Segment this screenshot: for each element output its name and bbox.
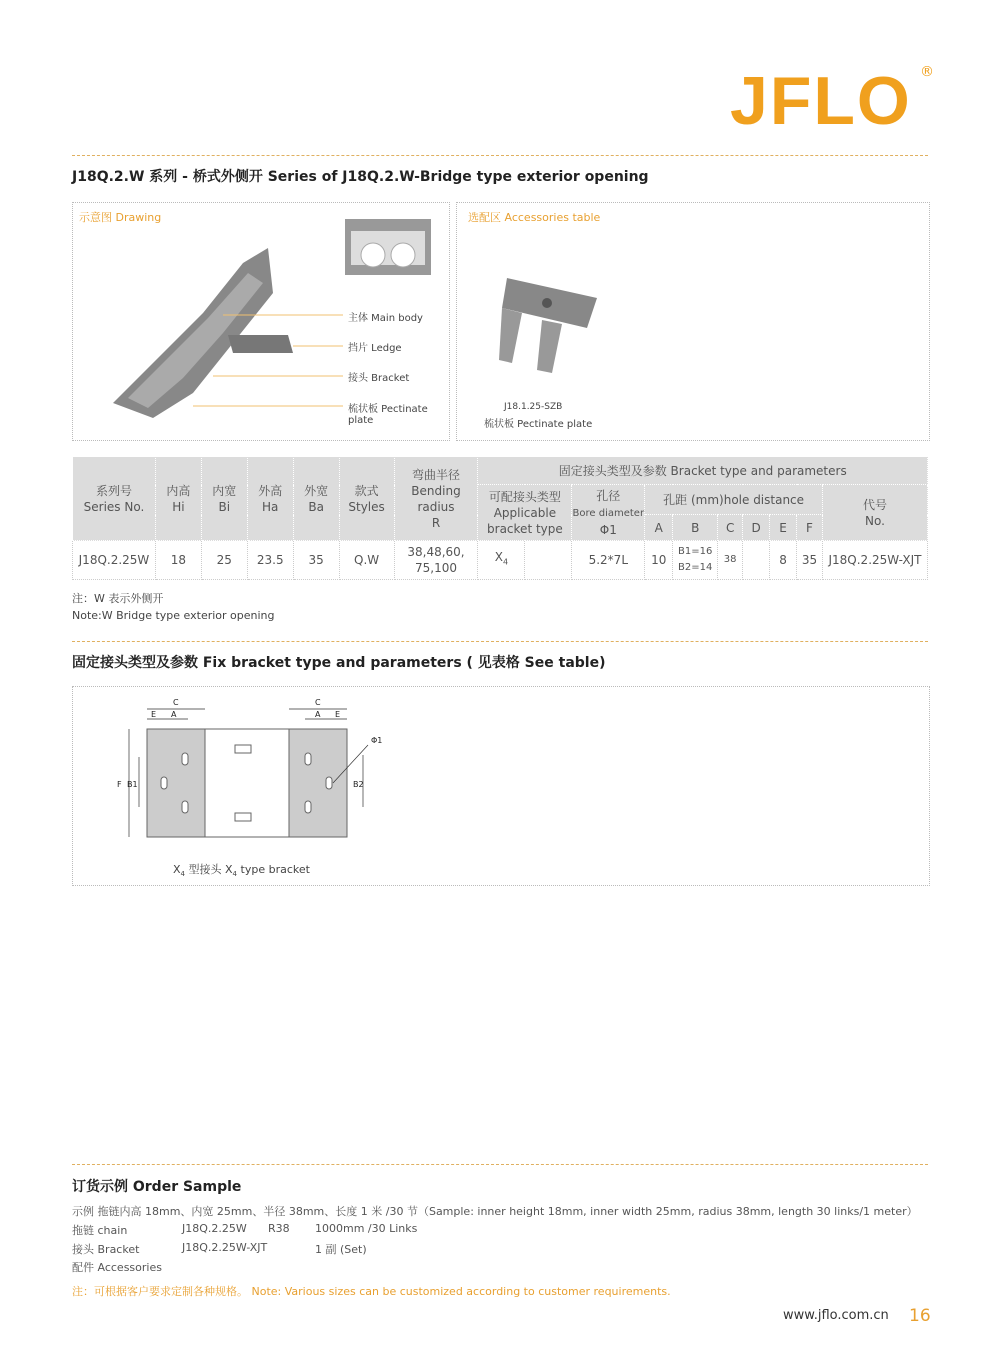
header-bi: 内宽 Bi bbox=[201, 457, 247, 541]
dim-b1: B1 bbox=[127, 780, 138, 789]
note-en: Note:W Bridge type exterior opening bbox=[72, 609, 275, 622]
note-cn: 注：W 表示外侧开 bbox=[72, 592, 164, 605]
cell-c: 38 bbox=[718, 541, 743, 580]
dim-e-right: E bbox=[335, 710, 341, 719]
header-styles: 款式 Styles bbox=[339, 457, 394, 541]
order-note: 注：可根据客户要求定制各种规格。 Note: Various sizes can be customized according to customer requirements. bbox=[72, 1285, 671, 1298]
header-bore: 孔径 Bore diameter Φ1 bbox=[572, 485, 645, 541]
registered-mark: ® bbox=[920, 64, 934, 80]
website-url: www.jflo.com.cn bbox=[783, 1308, 889, 1323]
jflo-logo: JFLO bbox=[730, 63, 912, 139]
dim-phi1: Φ1 bbox=[371, 736, 383, 745]
header-hole-distance: 孔距 (mm)hole distance bbox=[645, 485, 823, 515]
header-f: F bbox=[797, 515, 823, 541]
header-no: 代号 No. bbox=[822, 485, 927, 541]
dim-c-right: C bbox=[315, 698, 321, 707]
callout-ledge: 挡片 Ledge bbox=[348, 343, 402, 354]
cell-applicable: $X_4$ bbox=[478, 541, 525, 580]
header-applicable: 可配接头类型 Applicable bracket type bbox=[478, 485, 572, 541]
divider bbox=[72, 155, 928, 156]
page-number: 16 bbox=[909, 1306, 931, 1326]
divider bbox=[72, 1164, 928, 1165]
part-code: J18.1.25-SZB bbox=[504, 402, 563, 412]
accessories-panel bbox=[456, 202, 930, 441]
order-sample-line: 示例 拖链内高 18mm、内宽 25mm、半径 38mm、长度 1 米 /30 节（Sample: inner height 18mm, inner width 25mm, radius 38mm, length 30 links/1 meter） bbox=[72, 1205, 918, 1218]
bracket-dimension-drawing bbox=[113, 695, 433, 855]
header-e: E bbox=[770, 515, 797, 541]
dim-a-left: A bbox=[171, 710, 177, 719]
catalog-page: JFLO ® J18Q.2.W 系列 - 桥式外侧开 Series of J18Q.2.W-Bridge type exterior opening 示意图 Drawing 主体 Main body 挡片 Ledge 接头 Bracket 梳状板 Pectinate plate 选配区 Accessories table J18.1.25-SZB 梳状板 Pectinate plate 系列号 Series No. 内高 Hi 内宽 Bi 外高 Ha 外宽 Ba 款式 Styles 弯曲半径 Bending radius R 固定接头类型及参数 Bracket type and parameters 可配接头类型 Applicable bracket type 孔径 Bore diameter Φ1 孔距 (mm)hole distance 代号 No. A B C D E F J18Q.2.25W 18 25 23.5 35 Q.W 38,48,60, 75,100 $X_4$ 5.2*7L 10 B1=16 B2=14 38 8 35 J18Q.2.25W-XJT 注：W 表示外侧开 Note:W Bridge type exterior opening 固定接头类型及参数 Fix bracket type and parameters ( 见表格 See table) C E A C A E F B1 B2 Φ1 $X_4$ 型接头 $X_4$ type bracket 订货示例 Order Sample 示例 拖链内高 18mm、内宽 25mm、半径 38mm、长度 1 米 /30 节（Sample: inner height 18mm, inner width 25mm, radius 38mm, length 30 links/1 meter） 拖链 chain J18Q.2.25W R38 1000mm /30 Links 接头 Bracket J18Q.2.25W-XJT 1 副 (Set) 配件 Accessories 注：可根据客户要求定制各种规格。 Note: Various sizes can be customized according to customer requirements. www.jflo.com.cn 16 bbox=[0, 0, 1000, 1357]
drawing-label: 示意图 Drawing bbox=[79, 211, 162, 224]
header-series: 系列号 Series No. bbox=[73, 457, 156, 541]
header-ba: 外宽 Ba bbox=[293, 457, 339, 541]
drawing-panel bbox=[72, 202, 450, 441]
divider bbox=[72, 641, 928, 642]
cell-styles: Q.W bbox=[339, 541, 394, 580]
callout-bracket: 接头 Bracket bbox=[348, 373, 410, 384]
cell-d bbox=[743, 541, 770, 580]
table-row bbox=[73, 541, 928, 580]
accessories-label: 选配区 Accessories table bbox=[468, 211, 601, 224]
header-hi: 内高 Hi bbox=[155, 457, 201, 541]
callout-main-body: 主体 Main body bbox=[348, 313, 423, 324]
pectinate-plate-image bbox=[487, 268, 607, 378]
cell-radius: 38,48,60, 75,100 bbox=[394, 541, 478, 580]
header-ha: 外高 Ha bbox=[247, 457, 293, 541]
cell-bi: 25 bbox=[201, 541, 247, 580]
header-d: D bbox=[743, 515, 770, 541]
order-title: 订货示例 Order Sample bbox=[72, 1179, 242, 1195]
page-title: J18Q.2.W 系列 - 桥式外侧开 Series of J18Q.2.W-Bridge type exterior opening bbox=[72, 169, 649, 185]
dim-a-right: A bbox=[315, 710, 321, 719]
fix-bracket-panel bbox=[72, 686, 930, 886]
part-name: 梳状板 Pectinate plate bbox=[484, 419, 593, 430]
dim-c-left: C bbox=[173, 698, 179, 707]
cell-series: J18Q.2.25W bbox=[73, 541, 156, 580]
cell-bore: 5.2*7L bbox=[572, 541, 645, 580]
dim-e-left: E bbox=[151, 710, 157, 719]
cell-a: 10 bbox=[645, 541, 673, 580]
header-a: A bbox=[645, 515, 673, 541]
cell-no: J18Q.2.25W-XJT bbox=[822, 541, 927, 580]
spec-table bbox=[72, 456, 928, 580]
cell-hi: 18 bbox=[155, 541, 201, 580]
cell-ba: 35 bbox=[293, 541, 339, 580]
callout-pectinate-plate: 梳状板 Pectinate plate bbox=[348, 404, 428, 426]
cell-b: B1=16 B2=14 bbox=[673, 541, 718, 580]
bracket-caption: $X_4$ 型接头 $X_4$ type bracket bbox=[173, 863, 310, 879]
cell-ha: 23.5 bbox=[247, 541, 293, 580]
cell-blank bbox=[525, 541, 572, 580]
fix-bracket-title: 固定接头类型及参数 Fix bracket type and parameters ( 见表格 See table) bbox=[72, 655, 606, 671]
cell-f: 35 bbox=[797, 541, 823, 580]
header-bracket-group: 固定接头类型及参数 Bracket type and parameters bbox=[478, 457, 928, 485]
dim-f: F bbox=[117, 780, 122, 789]
header-radius: 弯曲半径 Bending radius R bbox=[394, 457, 478, 541]
header-c: C bbox=[718, 515, 743, 541]
header-b: B bbox=[673, 515, 718, 541]
cell-e: 8 bbox=[770, 541, 797, 580]
dim-b2: B2 bbox=[353, 780, 364, 789]
